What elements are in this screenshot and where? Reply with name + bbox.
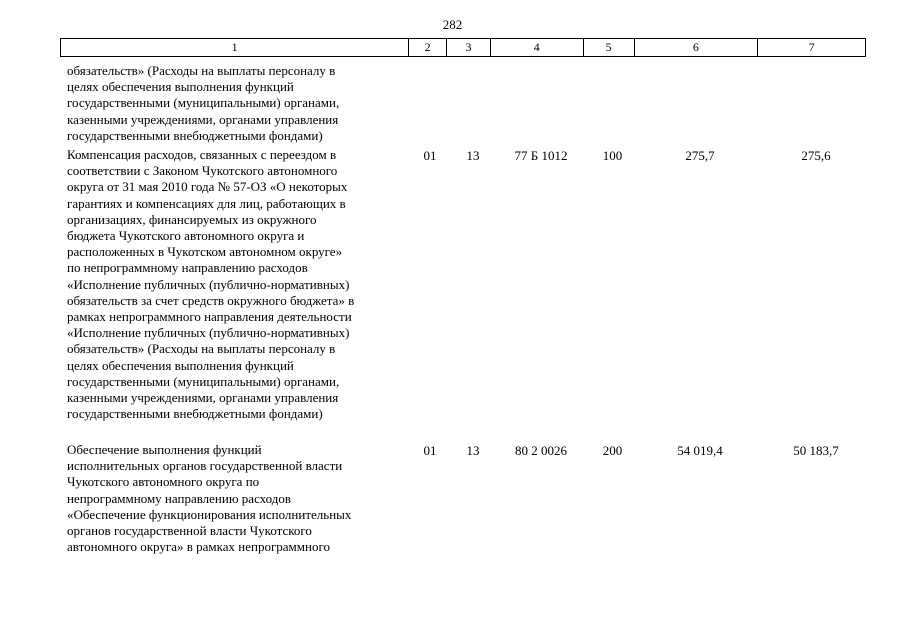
header-col-1: 1: [61, 39, 409, 56]
text-line: государственными внебюджетными фондами): [67, 406, 323, 422]
table-row-values-1: [0, 148, 905, 165]
text-line: обязательств» (Расходы на выплаты персоналу в: [67, 63, 336, 78]
text-line: автономного округа» в рамках непрограммного: [67, 539, 330, 555]
text-line: организациях, финансируемых из окружного: [67, 211, 317, 227]
text-line: соответствии с Законом Чукотского автономного: [67, 163, 338, 179]
text-line: округа от 31 мая 2010 года № 57-ОЗ «О некоторых: [67, 179, 348, 195]
text-line: казенными учреждениями, органами управления: [67, 390, 339, 406]
text-line: государственными внебюджетными фондами): [67, 127, 323, 143]
text-line: «Обеспечение функционирования исполнительных: [67, 506, 352, 522]
text-line: обязательств за счет средств окружного бюджета» в: [67, 292, 355, 308]
cell-col-3: 13: [466, 148, 480, 163]
text-line: целях обеспечения выполнения функций: [67, 79, 294, 95]
cell-col-5: 100: [602, 148, 623, 163]
cell-col-5: 200: [602, 443, 623, 458]
text-line: государственными (муниципальными) органами,: [67, 95, 340, 111]
text-line: Обеспечение выполнения функций: [67, 442, 262, 457]
header-col-2: 2: [409, 39, 447, 56]
cell-col-2: 01: [423, 148, 437, 163]
table-header-row: [60, 38, 866, 57]
cell-col-7: 50 183,7: [793, 443, 839, 458]
text-line: «Исполнение публичных (публично-нормативных): [67, 276, 350, 292]
cell-col-3: 13: [466, 443, 480, 458]
table-row-values-2: [0, 443, 905, 460]
cell-col-2: 01: [423, 443, 437, 458]
header-col-5: 5: [584, 39, 635, 56]
text-line: казенными учреждениями, органами управления: [67, 111, 339, 127]
text-line: целях обеспечения выполнения функций: [67, 357, 294, 373]
row-description-0: [67, 63, 412, 144]
text-line: исполнительных органов государственной власти: [67, 458, 343, 474]
text-line: государственными (муниципальными) органами,: [67, 373, 340, 389]
text-line: Чукотского автономного округа по: [67, 474, 260, 490]
page-number: 282: [442, 17, 463, 32]
text-line: гарантиях и компенсациях для лиц, работающих в: [67, 195, 346, 211]
header-col-6: 6: [635, 39, 759, 56]
text-line: бюджета Чукотского автономного округа и: [67, 228, 305, 244]
text-line: обязательств» (Расходы на выплаты персоналу в: [67, 341, 336, 357]
cell-col-7: 275,6: [801, 148, 831, 163]
header-col-7: 7: [808, 40, 815, 54]
text-line: непрограммному направлению расходов: [67, 490, 292, 506]
text-line: расположенных в Чукотском автономном округе»: [67, 244, 343, 260]
text-line: органов государственной власти Чукотского: [67, 523, 312, 539]
header-col-3: 3: [447, 39, 491, 56]
text-line: Компенсация расходов, связанных с переездом в: [67, 147, 337, 162]
text-line: рамках непрограммного направления деятельности: [67, 309, 352, 325]
cell-col-6: 275,7: [685, 148, 715, 163]
row-description-1: [67, 147, 412, 422]
header-col-4: 4: [491, 39, 584, 56]
cell-col-4: 77 Б 1012: [514, 148, 568, 163]
cell-col-4: 80 2 0026: [515, 443, 567, 458]
cell-col-6: 54 019,4: [677, 443, 723, 458]
text-line: по непрограммному направлению расходов: [67, 260, 308, 276]
text-line: «Исполнение публичных (публично-нормативных): [67, 325, 350, 341]
